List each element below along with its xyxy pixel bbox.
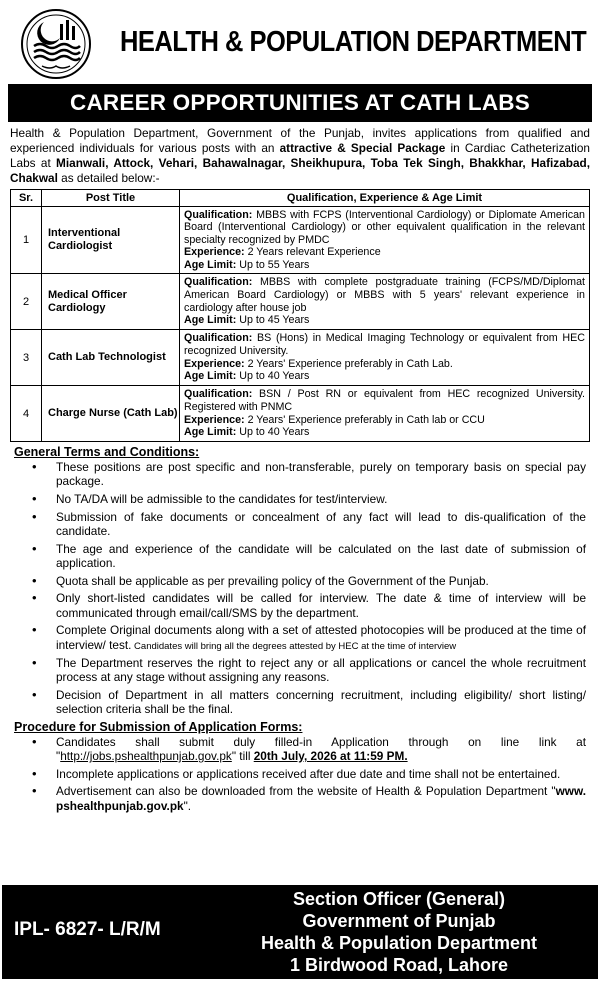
address-line: Government of Punjab xyxy=(302,911,496,931)
procedure-heading: Procedure for Submission of Application Forms: xyxy=(14,719,303,734)
office-address xyxy=(214,888,584,976)
intro-text-2: in Cardiac Catheterization Labs at xyxy=(10,141,590,170)
list-item: • Only short-listed candidates will be called for interview. The date & time of interview will be communicated through email/call/SMS by the department. xyxy=(56,591,586,620)
qualification-text: MBBS with FCPS (Interventional Cardiology) or Diplomate American Board (Interventional Cardiology) or other equivalent qualification in the relevant specialty recognized by PMDC xyxy=(184,208,585,246)
age-text: Up to 40 Years xyxy=(239,370,310,383)
age-line xyxy=(184,314,585,327)
experience-line xyxy=(184,414,585,427)
list-item: • The age and experience of the candidate will be calculated on the last date of submission of application. xyxy=(56,542,586,571)
experience-text: 2 Years' Experience preferably in Cath Lab. xyxy=(247,357,453,370)
intro-highlight: attractive & Special Package xyxy=(279,141,446,155)
experience-text: 2 Years' Experience preferably in Cath lab or CCU xyxy=(247,413,485,426)
experience-text: 2 Years relevant Experience xyxy=(247,246,381,259)
age-text: Up to 40 Years xyxy=(239,426,310,439)
qualification-label: Qualification: xyxy=(184,208,253,221)
row-sr: 3 xyxy=(11,330,42,386)
row-sr: 1 xyxy=(11,207,42,274)
hec-attestation-note: Candidates will bring all the degrees attested by HEC at the time of interview xyxy=(131,640,457,652)
qualification-label: Qualification: xyxy=(184,332,253,345)
row-details xyxy=(180,274,590,330)
qualification-text: MBBS with complete postgraduate training (FCPS/MD/Diplomat American Board Cardiology) or MBBS with 5 years' relevant experience in cardiology after house job xyxy=(184,276,585,314)
qualification-label: Qualification: xyxy=(184,388,253,401)
header-qualification: Qualification, Experience & Age Limit xyxy=(180,190,590,207)
address-line: 1 Birdwood Road, Lahore xyxy=(289,955,508,975)
table-row xyxy=(11,386,590,442)
table-header-row xyxy=(11,190,590,207)
procedure-list xyxy=(10,735,590,813)
table-row xyxy=(11,330,590,386)
intro-text-1: Health & Population Department, Government of the Punjab, invites applications from qualified and experienced individuals for various posts with an xyxy=(10,126,590,155)
experience-line xyxy=(184,246,585,259)
age-text: Up to 45 Years xyxy=(239,314,310,327)
list-item: • Submission of fake documents or concealment of any fact will lead to dis-qualification of the candidate. xyxy=(56,510,586,539)
experience-line xyxy=(184,358,585,371)
row-sr: 4 xyxy=(11,386,42,442)
list-item: • Decision of Department in all matters concerning recruitment, including eligibility/ short listing/ selection criteria shall be the final. xyxy=(56,688,586,717)
application-link[interactable]: http://jobs.pshealthpunjab.gov.pk xyxy=(60,749,232,764)
experience-label: Experience: xyxy=(184,246,245,259)
qualification-line xyxy=(184,332,585,357)
header-sr: Sr. xyxy=(11,190,42,207)
row-details xyxy=(180,207,590,274)
list-item xyxy=(56,623,586,652)
row-post-title: Medical Officer Cardiology xyxy=(42,274,180,330)
intro-text-3: as detailed below:- xyxy=(57,171,160,185)
career-banner: CAREER OPPORTUNITIES AT CATH LABS xyxy=(8,84,592,122)
address-line: Health & Population Department xyxy=(260,933,538,953)
qualification-text: BS (Hons) in Medical Imaging Technology or equivalent from HEC recognized University. xyxy=(184,332,585,357)
age-label: Age Limit: xyxy=(184,314,237,327)
address-line: Section Officer (General) xyxy=(292,889,506,909)
terms-item-text: Complete Original documents along with a set of attested photocopies will be produced at the time of interview/ test. xyxy=(56,623,586,652)
procedure-text: ". xyxy=(183,798,192,813)
list-item xyxy=(56,735,586,764)
age-text: Up to 55 Years xyxy=(239,258,310,271)
list-item: • The Department reserves the right to reject any or all applications or cancel the whole recruitment process at any stage without assigning any reasons. xyxy=(56,656,586,685)
row-post-title: Charge Nurse (Cath Lab) xyxy=(42,386,180,442)
age-line xyxy=(184,370,585,383)
list-item xyxy=(56,784,586,813)
table-row xyxy=(11,274,590,330)
website-link[interactable]: www. pshealthpunjab.gov.pk xyxy=(56,784,586,813)
ipl-number: IPL- 6827- L/R/M xyxy=(14,919,161,940)
age-line xyxy=(184,426,585,439)
qualification-line xyxy=(184,388,585,413)
row-post-title: Cath Lab Technologist xyxy=(42,330,180,386)
row-post-title: Interventional Cardiologist xyxy=(42,207,180,274)
procedure-text: Candidates shall submit duly filled-in Application through on line link at " xyxy=(56,734,586,764)
terms-list xyxy=(10,460,590,717)
experience-label: Experience: xyxy=(184,357,245,370)
age-label: Age Limit: xyxy=(184,426,237,439)
row-sr: 2 xyxy=(11,274,42,330)
footer xyxy=(2,885,598,979)
posts-table xyxy=(10,189,590,442)
age-line xyxy=(184,259,585,272)
age-label: Age Limit: xyxy=(184,258,237,271)
list-item: • These positions are post specific and non-transferable, purely on temporary basis on special pay package. xyxy=(56,460,586,489)
row-details xyxy=(180,386,590,442)
punjab-government-logo-icon xyxy=(20,8,92,80)
qualification-label: Qualification: xyxy=(184,276,253,289)
deadline: 20th July, 2026 at 11:59 PM. xyxy=(253,749,408,764)
procedure-text: " till xyxy=(231,749,254,764)
qualification-text: BSN / Post RN or equivalent from HEC recognized University. Registered with PNMC xyxy=(184,388,585,413)
list-item: • No TA/DA will be admissible to the candidates for test/interview. xyxy=(56,492,586,506)
department-title: HEALTH & POPULATION DEPARTMENT xyxy=(120,26,587,58)
qualification-line xyxy=(184,276,585,313)
row-details xyxy=(180,330,590,386)
terms-heading: General Terms and Conditions: xyxy=(14,445,200,459)
header-post-title: Post Title xyxy=(42,190,180,207)
header xyxy=(10,0,590,84)
intro-locations: Mianwali, Attock, Vehari, Bahawalnagar, Sheikhupura, Toba Tek Singh, Bhakkhar, Hafizabad, Chakwal xyxy=(10,156,591,185)
age-label: Age Limit: xyxy=(184,370,237,383)
intro-paragraph xyxy=(10,126,590,186)
procedure-text: Advertisement can also be downloaded from the website of Health & Population Department " xyxy=(56,784,556,799)
list-item: • Quota shall be applicable as per prevailing policy of the Government of the Punjab. xyxy=(56,574,586,588)
table-row xyxy=(11,207,590,274)
qualification-line xyxy=(184,209,585,246)
list-item: • Incomplete applications or applications received after due date and time shall not be entertained. xyxy=(56,767,586,781)
experience-label: Experience: xyxy=(184,413,245,426)
